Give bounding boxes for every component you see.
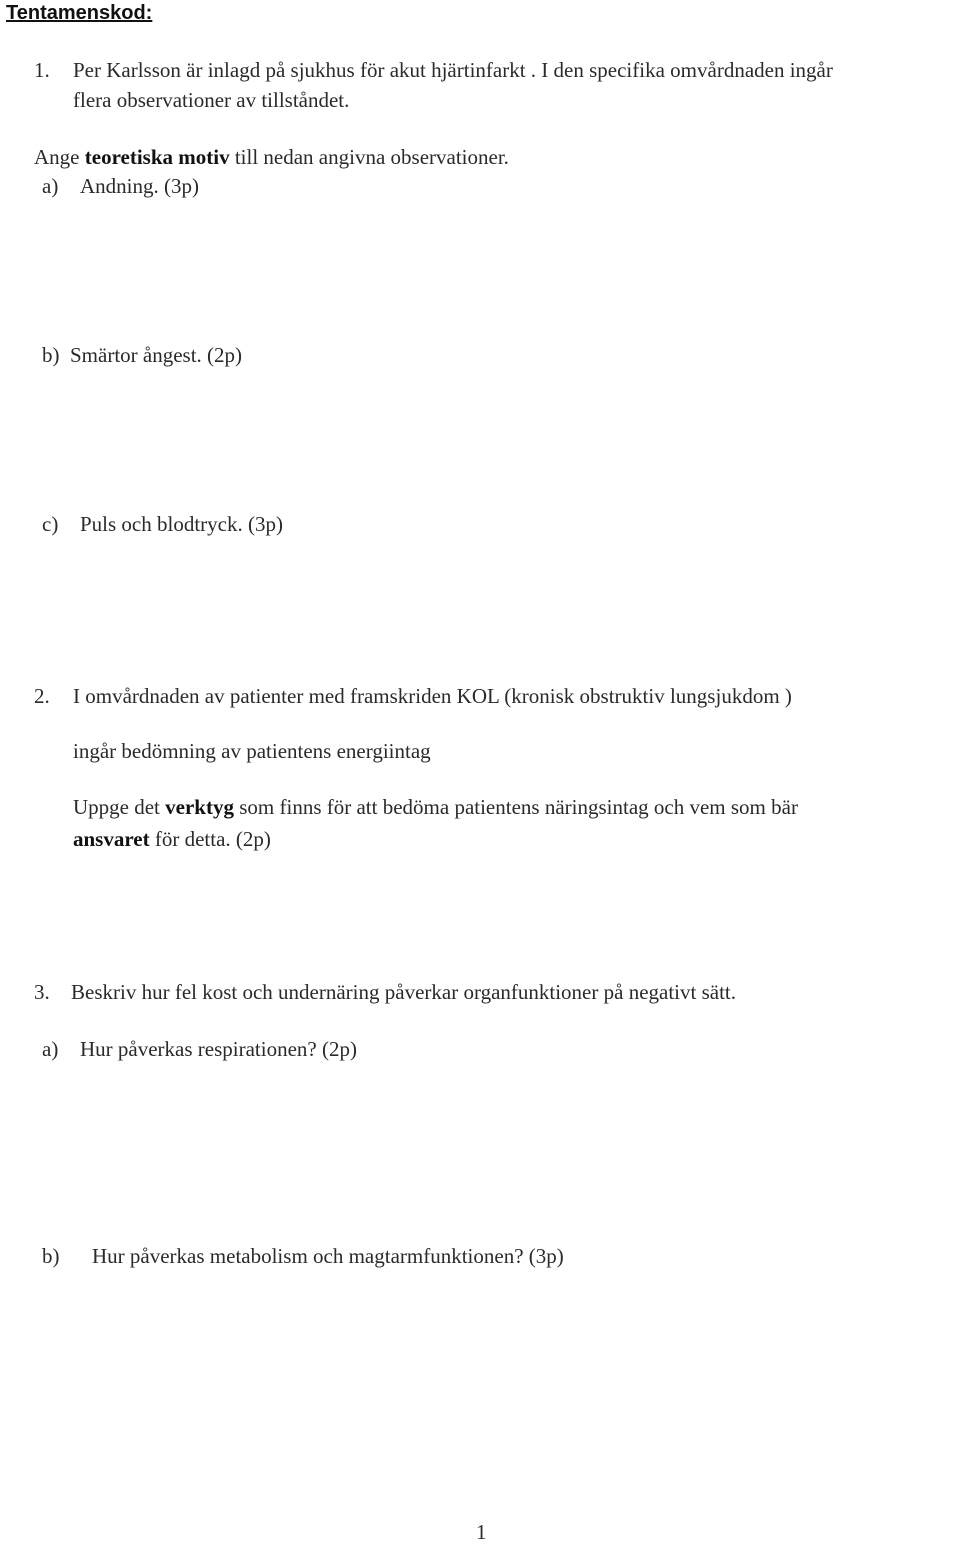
- q1-a-label: a): [42, 174, 59, 198]
- q3-number: 3.: [34, 980, 50, 1004]
- q2-line3-post: som finns för att bedöma patientens näringsintag och vem som bär: [233, 795, 798, 819]
- q1-instruction-post: till nedan angivna observationer.: [229, 145, 509, 169]
- q1-c-label: c): [42, 512, 59, 536]
- q3-text-line1: Beskriv hur fel kost och undernäring påverkar organfunktioner på negativt sätt.: [71, 980, 736, 1004]
- q1-instruction-bold: teoretiska motiv: [84, 145, 230, 169]
- q2-text-line4: [73, 826, 271, 852]
- q1-instruction-pre: Ange: [34, 145, 85, 169]
- q2-line4-bold: ansvaret: [73, 827, 150, 851]
- q3-b-text: Hur påverkas metabolism och magtarmfunktionen? (3p): [92, 1244, 564, 1268]
- q2-text-line3: [73, 794, 798, 820]
- q1-b-label: b): [42, 343, 60, 367]
- q1-a-text: Andning. (3p): [80, 174, 199, 198]
- q1-text-line1: Per Karlsson är inlagd på sjukhus för akut hjärtinfarkt . I den specifika omvårdnaden ingår: [73, 58, 833, 82]
- q1-instruction: [34, 144, 509, 170]
- q1-number: 1.: [34, 58, 50, 82]
- q2-text-line1: I omvårdnaden av patienter med framskriden KOL (kronisk obstruktiv lungsjukdom ): [73, 684, 792, 708]
- q2-text-line2: ingår bedömning av patientens energiintag: [73, 739, 431, 763]
- q1-text-line2: flera observationer av tillståndet.: [73, 88, 350, 112]
- q3-a-text: Hur påverkas respirationen? (2p): [80, 1037, 357, 1061]
- q2-line4-post: för detta. (2p): [149, 827, 271, 851]
- q3-b-label: b): [42, 1244, 60, 1268]
- q1-c-text: Puls och blodtryck. (3p): [80, 512, 283, 536]
- page-number: 1: [476, 1520, 487, 1544]
- exam-code-heading: Tentamenskod:: [6, 2, 153, 24]
- q2-line3-pre: Uppge det: [73, 795, 166, 819]
- q2-line3-bold: verktyg: [165, 795, 234, 819]
- q2-number: 2.: [34, 684, 50, 708]
- q1-b-text: Smärtor ångest. (2p): [70, 343, 243, 367]
- q3-a-label: a): [42, 1037, 59, 1061]
